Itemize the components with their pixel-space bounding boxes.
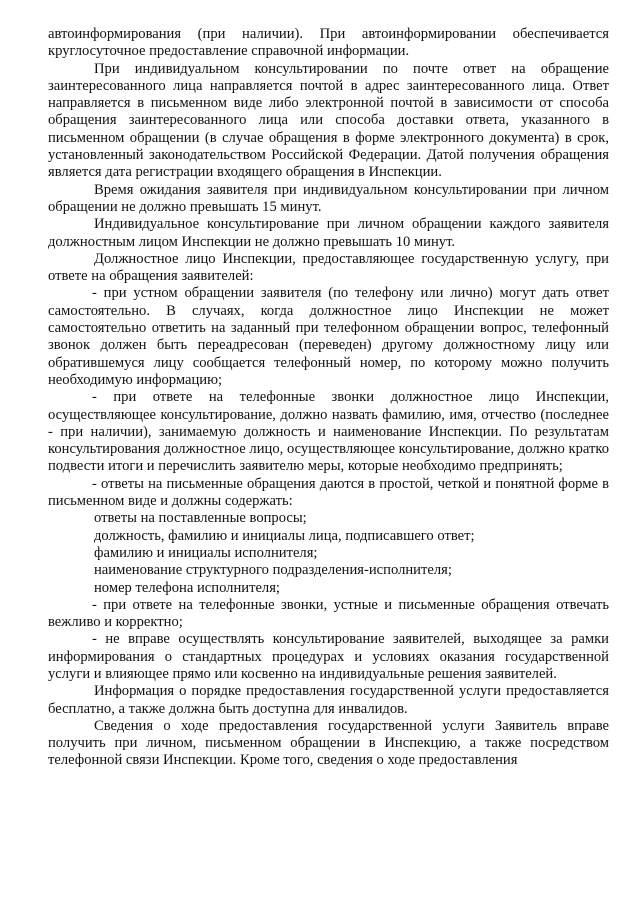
list-item-written-answer: - ответы на письменные обращения даются в простой, четкой и понятной форме в письменном виде и должны содержать: (48, 475, 609, 510)
list-item-politeness: - при ответе на телефонные звонки, устные и письменные обращения отвечать вежливо и корректно; (48, 596, 609, 631)
paragraph-mail-consulting: При индивидуальном консультировании по почте ответ на обращение заинтересованного лица направляется почтой в адрес заинтересованного лица. Ответ направляется в письменном виде либо электронной почтой в зависимости от способа обращения заинтересованного лица или способа доставки ответа, указанного в письменном обращении (в случае обращения в форме электронного документа) в срок, установленный законодательством Российской Федерации. Датой получения обращения является дата регистрации входящего обращения в Инспекции. (48, 60, 609, 181)
sub-item-answers: ответы на поставленные вопросы; (94, 510, 307, 527)
paragraph-waiting-time: Время ожидания заявителя при индивидуальном консультировании при личном обращении не должно превышать 15 минут. (48, 181, 609, 215)
paragraph-progress-info: Сведения о ходе предоставления государственной услуги Заявитель вправе получить при личном, письменном обращении в Инспекцию, а также посредством телефонной связи Инспекции. Кроме того, сведения о ходе предоставления (48, 717, 609, 769)
paragraph-free-service: Информация о порядке предоставления государственной услуги предоставляется бесплатно, а также должна быть доступна для инвалидов. (48, 683, 609, 717)
list-item-oral-inquiry: - при устном обращении заявителя (по телефону или лично) могут дать ответ самостоятельно. В случаях, когда должностное лицо Инспекции не может самостоятельно ответить на заданный при телефонном обращении вопрос, телефонный звонок должен быть переадресован (переведен) другому должностному лицу или обратившемуся лицу сообщается телефонный номер, по которому можно получить необходимую информацию; (48, 285, 609, 388)
sub-item-signer: должность, фамилию и инициалы лица, подписавшего ответ; (94, 527, 475, 544)
list-item-phone-answer: - при ответе на телефонные звонки должностное лицо Инспекции, осуществляющее консультирование, должно назвать фамилию, имя, отчество (последнее - при наличии), занимаемую должность и наименование Инспекции. По результатам консультирования должностное лицо, осуществляющее консультирование, должно кратко подвести итоги и перечислить заявителю меры, которые необходимо предпринять; (48, 389, 609, 475)
sub-item-department: наименование структурного подразделения-исполнителя; (94, 562, 452, 579)
paragraph-official-intro: Должностное лицо Инспекции, предоставляющее государственную услугу, при ответе на обращения заявителей: (48, 250, 609, 285)
paragraph-autoinforming: автоинформирования (при наличии). При автоинформировании обеспечивается круглосуточное предоставление справочной информации. (48, 26, 609, 60)
paragraph-consulting-duration: Индивидуальное консультирование при личном обращении каждого заявителя должностным лицом Инспекции не должно превышать 10 минут. (48, 216, 609, 250)
sub-item-executor-name: фамилию и инициалы исполнителя; (94, 544, 318, 561)
list-item-restriction: - не вправе осуществлять консультирование заявителей, выходящее за рамки информирования о стандартных процедурах и условиях оказания государственной услуги и влияющее прямо или косвенно на индивидуальные решения заявителей. (48, 631, 609, 682)
sub-item-phone: номер телефона исполнителя; (94, 579, 280, 596)
document-page (48, 26, 609, 770)
